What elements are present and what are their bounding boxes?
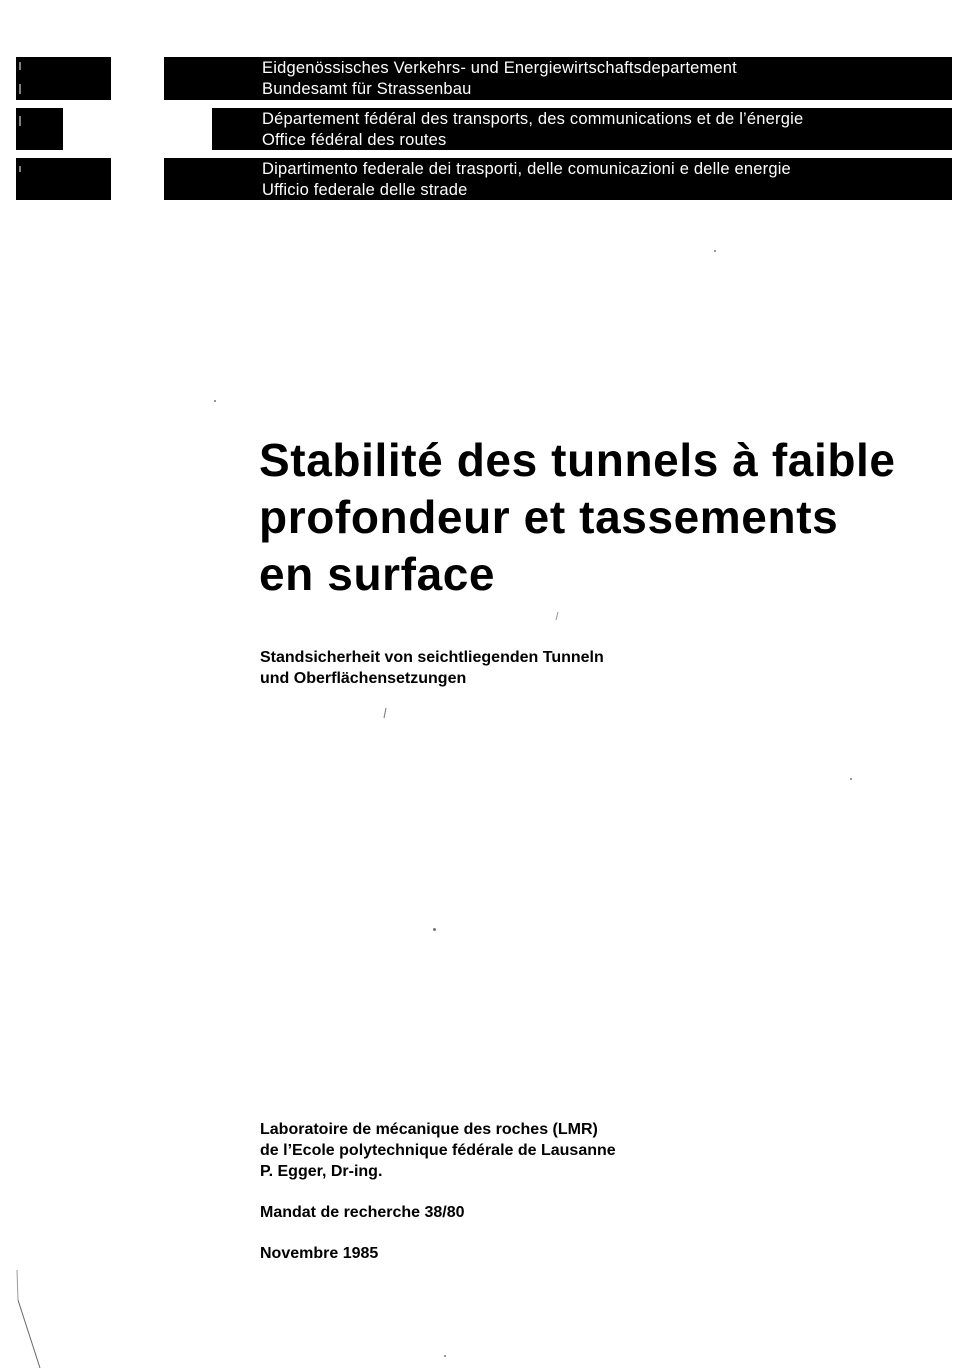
header-band-german <box>164 57 952 100</box>
subtitle-line-1: Standsicherheit von seichtliegenden Tunneln <box>260 649 604 666</box>
author-laboratory: Laboratoire de mécanique des roches (LMR) <box>260 1121 598 1138</box>
report-subtitle <box>260 647 604 689</box>
header-band-italian <box>164 158 952 200</box>
title-line-1: Stabilité des tunnels à faible <box>259 434 896 486</box>
author-block <box>260 1119 616 1182</box>
scan-speck <box>714 250 716 252</box>
office-name-italian: Ufficio federale delle strade <box>262 181 468 199</box>
department-name-german: Eidgenössisches Verkehrs- und Energiewirtschaftsdepartement <box>262 59 737 77</box>
author-name: P. Egger, Dr-ing. <box>260 1163 383 1180</box>
subtitle-line-2: und Oberflächensetzungen <box>260 670 467 687</box>
publication-date: Novembre 1985 <box>260 1245 379 1262</box>
research-mandate: Mandat de recherche 38/80 <box>260 1204 465 1221</box>
report-title <box>259 432 959 603</box>
emblem-block-bottom <box>16 158 111 200</box>
office-name-french: Office fédéral des routes <box>262 131 447 149</box>
scan-speck <box>850 778 852 780</box>
emblem-block-middle <box>16 108 63 150</box>
department-name-french: Département fédéral des transports, des communications et de l’énergie <box>262 110 804 128</box>
scan-speck <box>433 928 436 931</box>
emblem-block-top <box>16 57 111 100</box>
office-name-german: Bundesamt für Strassenbau <box>262 80 472 98</box>
author-institution: de l’Ecole polytechnique fédérale de Lausanne <box>260 1142 616 1159</box>
header-band-french <box>212 108 952 150</box>
scan-speck <box>214 400 216 402</box>
title-line-2: profondeur et tassements <box>259 491 839 543</box>
scan-speck <box>444 1355 446 1357</box>
title-line-3: en surface <box>259 548 496 600</box>
department-name-italian: Dipartimento federale dei trasporti, delle comunicazioni e delle energie <box>262 160 791 178</box>
